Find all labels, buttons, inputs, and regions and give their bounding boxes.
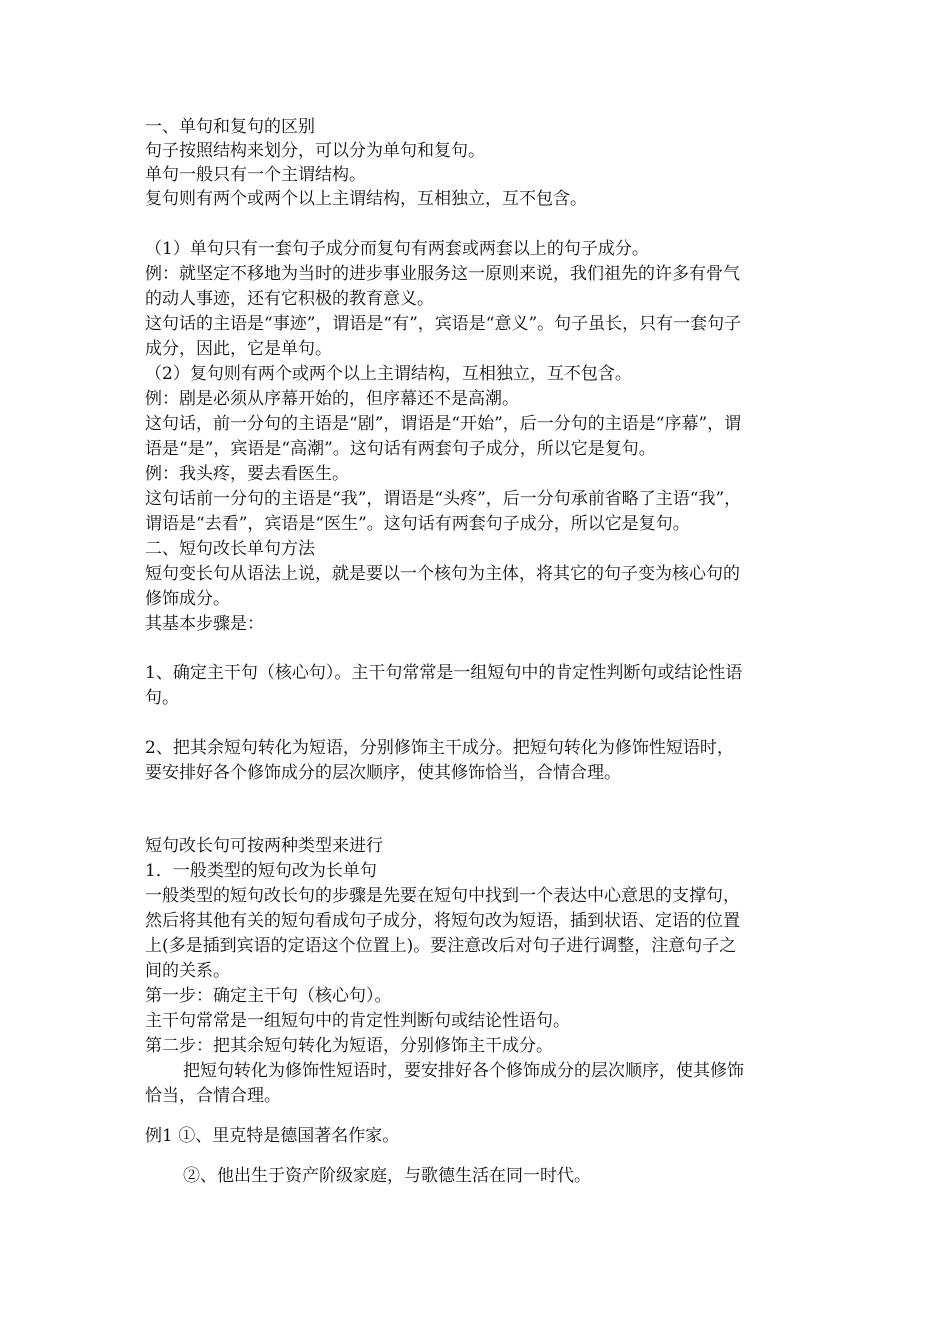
paragraph-line: 其基本步骤是： (145, 614, 264, 634)
paragraph-line: 句。 (145, 688, 179, 708)
heading-section-2: 二、短句改长单句方法 (145, 539, 315, 559)
paragraph-line: 例：我头疼，要去看医生。 (145, 464, 349, 484)
paragraph-line: 成分，因此，它是单句。 (145, 339, 332, 359)
paragraph-line: 主干句常常是一组短句中的肯定性判断句或结论性语句。 (145, 1011, 570, 1031)
paragraph-line: 第二步：把其余短句转化为短语，分别修饰主干成分。 (145, 1036, 553, 1056)
paragraph-line: 谓语是“去看”，宾语是“医生”。这句话有两套句子成分，所以它是复句。 (145, 514, 690, 534)
paragraph-line: 这句话，前一分句的主语是“剧”，谓语是“开始”，后一分句的主语是“序幕”，谓 (145, 414, 742, 434)
paragraph-line: 短句变长句从语法上说，就是要以一个核句为主体，将其它的句子变为核心句的 (145, 564, 740, 584)
paragraph-line: 复句则有两个或两个以上主谓结构，互相独立，互不包含。 (145, 189, 587, 209)
paragraph-line: 这句话前一分句的主语是“我”，谓语是“头疼”，后一分句承前省略了主语“我”， (145, 489, 742, 509)
paragraph-line: 句子按照结构来划分，可以分为单句和复句。 (145, 141, 485, 161)
paragraph-line: 短句改长句可按两种类型来进行 (145, 836, 383, 856)
paragraph-line: （1）单句只有一套句子成分而复句有两套或两套以上的句子成分。 (145, 239, 649, 259)
paragraph-line: 例：就坚定不移地为当时的进步事业服务这一原则来说，我们祖先的许多有骨气 (145, 264, 740, 284)
example-line: ②、他出生于资产阶级家庭，与歌德生活在同一时代。 (183, 1166, 591, 1186)
paragraph-line: 第一步：确定主干句（核心句）。 (145, 986, 392, 1006)
paragraph-line: 的动人事迹，还有它积极的教育意义。 (145, 289, 434, 309)
example-line: 例1 ①、里克特是德国著名作家。 (145, 1126, 400, 1146)
heading-section-1: 一、单句和复句的区别 (145, 117, 315, 137)
paragraph-line: 这句话的主语是“事迹”，谓语是“有”，宾语是“意义”。句子虽长，只有一套句子 (145, 314, 742, 334)
paragraph-line: 要安排好各个修饰成分的层次顺序，使其修饰恰当，合情合理。 (145, 763, 621, 783)
paragraph-line: 2、把其余短句转化为短语，分别修饰主干成分。把短句转化为修饰性短语时， (145, 738, 734, 758)
paragraph-line: 1、确定主干句（核心句）。主干句常常是一组短句中的肯定性判断句或结论性语 (145, 663, 743, 683)
paragraph-line: （2）复句则有两个或两个以上主谓结构，互相独立，互不包含。 (145, 364, 632, 384)
paragraph-line: 把短句转化为修饰性短语时，要安排好各个修饰成分的层次顺序，使其修饰 (183, 1061, 744, 1081)
paragraph-line: 修饰成分。 (145, 589, 230, 609)
paragraph-line: 恰当，合情合理。 (145, 1086, 281, 1106)
paragraph-line: 语是“是”，宾语是“高潮”。这句话有两套句子成分，所以它是复句。 (145, 439, 656, 459)
paragraph-line: 间的关系。 (145, 961, 230, 981)
paragraph-line: 上(多是插到宾语的定语这个位置上)。要注意改后对句子进行调整，注意句子之 (145, 936, 737, 956)
paragraph-line: 然后将其他有关的短句看成句子成分，将短句改为短语，插到状语、定语的位置 (145, 911, 740, 931)
paragraph-line: 1．一般类型的短句改为长单句 (145, 861, 377, 881)
paragraph-line: 一般类型的短句改长句的步骤是先要在短句中找到一个表达中心意思的支撑句， (145, 886, 740, 906)
paragraph-line: 单句一般只有一个主谓结构。 (145, 165, 366, 185)
paragraph-line: 例：剧是必须从序幕开始的，但序幕还不是高潮。 (145, 389, 519, 409)
